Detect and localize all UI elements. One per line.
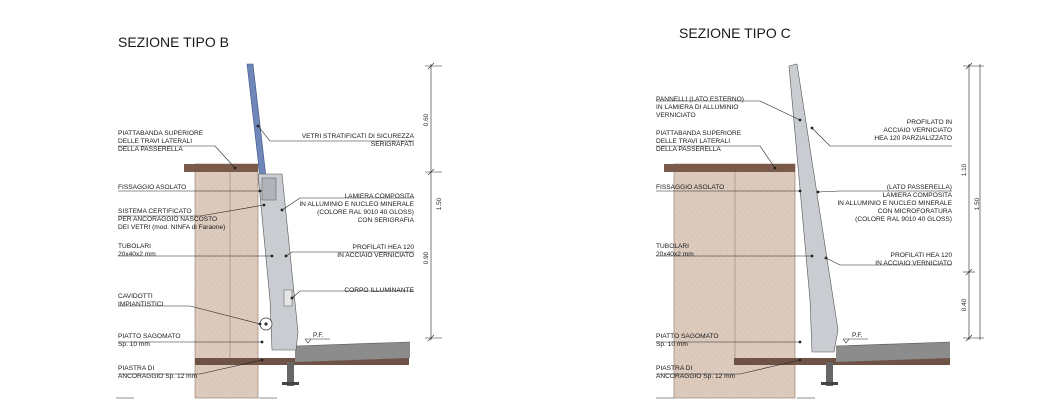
dim-bottom: 0.90 [423, 251, 430, 265]
glass-clamp [262, 178, 276, 200]
annotation-label-line: DELLE TRAVI LATERALI [118, 138, 193, 145]
annotation-label-line: PIATTO SAGOMATO [118, 333, 181, 340]
annotation-label-line: ANCORAGGIO Sp. 12 mm [118, 373, 198, 380]
annotation-label-line: LAMIERA COMPOSITA [882, 192, 952, 199]
annotation-label-line: PANNELLI (LATO ESTERNO) [656, 96, 744, 103]
annotation-label-line: (COLORE RAL 9010 40 GLOSS) [855, 216, 952, 223]
dim-top: 1.10 [961, 163, 968, 177]
dim-top: 0.60 [423, 113, 430, 127]
annotation-label-line: CORPO ILLUMINANTE [344, 287, 414, 294]
annotation-label [837, 184, 952, 223]
annotation-label-line: TUBOLARI [118, 243, 151, 250]
annotation-label-line: SERIGRAFATI [370, 141, 414, 148]
annotation-label [118, 130, 204, 153]
floor-level-label: P.F. [313, 332, 324, 339]
annotation-label-line: PER ANCORAGGIO NASCOSTO [118, 216, 218, 223]
annotation-label-line: PROFILATI HEA 120 [352, 244, 414, 251]
panel-profile [789, 64, 838, 352]
annotation-label [118, 184, 186, 191]
annotation-label-line: DELLA PASSERELLA [118, 146, 183, 153]
annotation-label-line: DELLE TRAVI LATERALI [656, 138, 731, 145]
annotation-label-line: PROFILATO IN [906, 119, 952, 126]
section-b-title: SEZIONE TIPO B [118, 34, 229, 50]
annotation-label-line: 20x40x2 mm [118, 251, 156, 258]
annotation-label-line: Sp. 10 mm [118, 341, 150, 348]
annotation-label-line: PIASTRA DI [656, 365, 693, 372]
annotation-label [118, 293, 164, 308]
annotation-label [656, 243, 694, 258]
annotation-label [118, 333, 181, 348]
annotation-label-line: ACCIAIO VERNICIATO [883, 127, 952, 134]
annotation-label-line: Sp. 10 mm [656, 341, 688, 348]
annotation-label-line: IN ALLUMINIO E NUCLEO MINERALE [299, 201, 414, 208]
floor-level-label: P.F. [852, 332, 863, 339]
annotation-label-line: PIATTABANDA SUPERIORE [656, 130, 742, 137]
dimension-chain [961, 63, 984, 341]
annotation-label-line: PROFILATI HEA 120 [890, 252, 952, 259]
annotation-label [118, 365, 198, 380]
annotation-label-line: LAMIERA COMPOSITA [344, 193, 414, 200]
annotation-label [118, 243, 156, 258]
annotation-label-line: DEI VETRI (mod. NINFA di Faraone) [118, 224, 226, 231]
glass-panel [247, 64, 266, 177]
annotation-label-line: TUBOLARI [656, 243, 689, 250]
annotation-label-line: IN ACCIAIO VERNICIATO [875, 260, 952, 267]
annotation-label-line: CAVIDOTTI [118, 293, 153, 300]
annotation-label-line: ANCORAGGIO Sp. 12 mm [656, 373, 736, 380]
annotation-label-line: PIATTABANDA SUPERIORE [118, 130, 204, 137]
annotation-label-line: 20x40x2 mm [656, 251, 694, 258]
annotation-label [875, 252, 952, 267]
annotation-label-line: FISSAGGIO ASOLATO [656, 184, 725, 191]
annotation-label-line: PIATTO SAGOMATO [656, 333, 719, 340]
annotation-label [344, 287, 414, 294]
annotation-label-line: IN LAMIERA DI ALLUMINIO [656, 104, 739, 111]
annotation-label [302, 133, 415, 148]
annotation-label [299, 193, 414, 224]
annotation-label-line: FISSAGGIO ASOLATO [118, 184, 187, 191]
dim-bottom: 0.40 [961, 298, 968, 312]
annotation-label-line: SISTEMA CERTIFICATO [118, 208, 192, 215]
annotation-label-line: (COLORE RAL 9010 40 GLOSS) [317, 209, 414, 216]
annotation-label-line: CON MICROFORATURA [877, 208, 952, 215]
dim-total: 1.50 [974, 197, 981, 211]
annotation-label-line: IN ALLUMINIO E NUCLEO MINERALE [837, 200, 952, 207]
annotation-label-line: IN ACCIAIO VERNICIATO [337, 252, 414, 259]
annotation-label [656, 96, 744, 119]
annotation-label-line: VETRI STRATIFICATI DI SICUREZZA [301, 133, 414, 140]
annotation-label-line: DELLA PASSERELLA [656, 146, 721, 153]
annotation-label-line: (LATO PASSERELLA) [886, 184, 952, 191]
annotation-label-line: VERNICIATO [656, 112, 696, 119]
dim-total: 1.50 [436, 197, 443, 211]
annotation-label [656, 130, 742, 153]
annotation-label-line: CON SERIGRAFIA [357, 217, 414, 224]
annotation-label [656, 184, 724, 191]
annotation-label [337, 244, 414, 259]
annotation-label [874, 119, 952, 142]
section-c-title: SEZIONE TIPO C [679, 25, 791, 41]
dimension-chain [423, 63, 443, 341]
annotation-label-line: PIASTRA DI [118, 365, 155, 372]
annotation-label-line: IMPIANTISTICI [118, 301, 164, 308]
beam-top-flange [184, 164, 258, 172]
annotation-label-line: HEA 120 PARZIALIZZATO [874, 135, 952, 142]
